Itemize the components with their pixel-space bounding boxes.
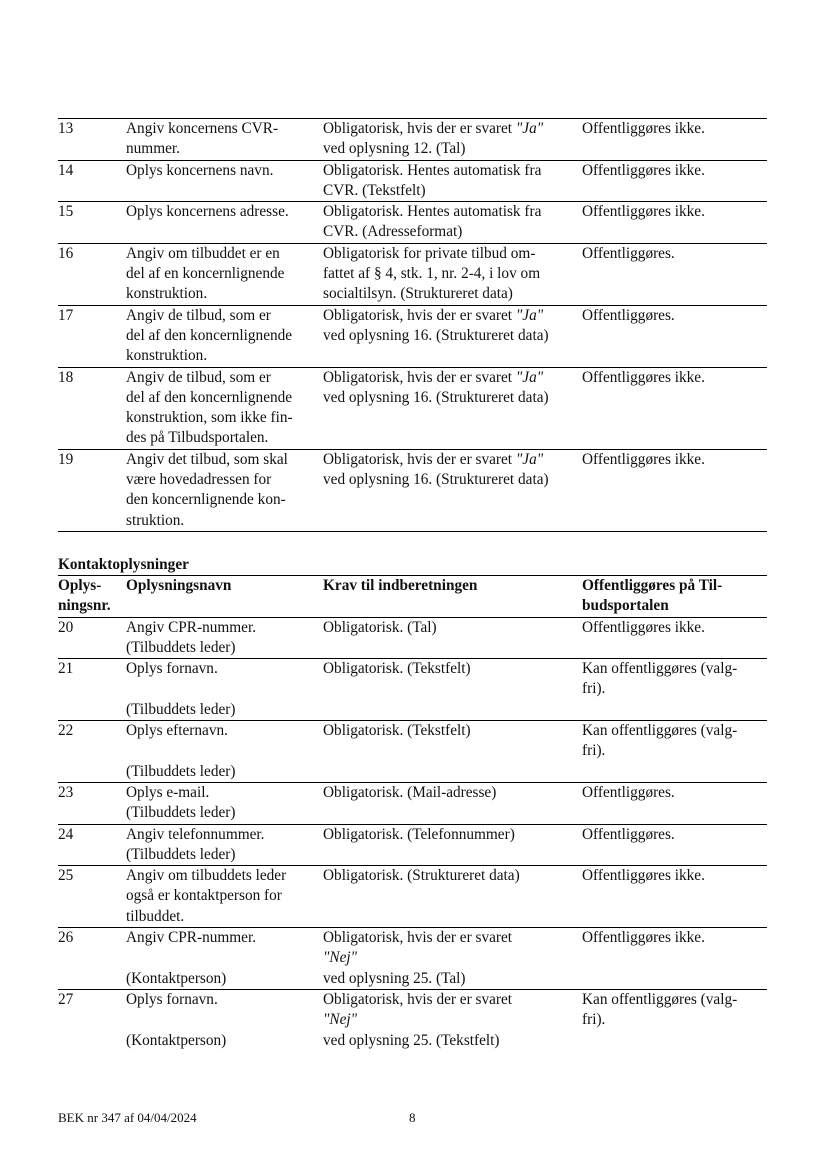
row-number: 17: [58, 306, 74, 324]
row-number: 26: [58, 929, 74, 947]
section-title: Kontaktoplysninger: [58, 556, 189, 573]
row-publication: Offentliggøres ikke.: [582, 867, 705, 885]
row-requirement: Obligatorisk. (Tal): [323, 618, 437, 636]
row-requirement: Obligatorisk, hvis der er svaret "Nej" ved oplysning 25. (Tekstfelt): [323, 990, 513, 1049]
row-name: Oplys efternavn. (Tilbuddets leder): [126, 722, 236, 780]
row-name: Oplys e-mail. (Tilbuddets leder): [126, 783, 236, 822]
requirements-table-continued: [58, 118, 767, 532]
page-number: 8: [409, 1110, 416, 1125]
row-requirement: Obligatorisk. Hentes automatisk fra CVR. (Tekstfelt): [323, 161, 542, 199]
table-row: [58, 202, 767, 244]
table-row: [58, 659, 767, 721]
table-row: [58, 243, 767, 305]
row-number: 23: [58, 783, 74, 801]
table-row: [58, 989, 767, 1050]
row-requirement: Obligatorisk. (Mail-adresse): [323, 783, 497, 801]
header-name: Oplysningsnavn: [126, 577, 232, 594]
header-requirement: Krav til indberetningen: [323, 577, 478, 594]
row-number: 13: [58, 120, 74, 137]
row-name: Angiv det tilbud, som skal være hovedadressen for den koncernlignende kon- struktion.: [126, 450, 288, 529]
row-publication: Offentliggøres ikke.: [582, 929, 705, 947]
row-number: 16: [58, 244, 74, 262]
table-row: [58, 617, 767, 659]
row-publication: Offentliggøres.: [582, 244, 675, 262]
row-name: Angiv CPR-nummer. (Tilbuddets leder): [126, 618, 257, 656]
row-name: Oplys fornavn. (Kontaktperson): [126, 990, 227, 1049]
row-number: 14: [58, 161, 74, 179]
row-publication: Offentliggøres ikke.: [582, 618, 705, 636]
contact-info-table: [58, 575, 767, 1051]
row-requirement: Obligatorisk, hvis der er svaret "Ja" ved oplysning 16. (Struktureret data): [323, 450, 549, 489]
row-publication: Offentliggøres.: [582, 783, 675, 801]
row-publication: Kan offentliggøres (valg- fri).: [582, 990, 738, 1029]
table-row: [58, 721, 767, 783]
row-requirement: Obligatorisk. (Struktureret data): [323, 867, 520, 885]
row-publication: Offentliggøres ikke.: [582, 450, 705, 468]
row-requirement: Obligatorisk. (Tekstfelt): [323, 722, 471, 740]
row-number: 25: [58, 867, 74, 885]
row-name: Angiv de tilbud, som er del af den koncernlignende konstruktion.: [126, 306, 293, 365]
row-publication: Offentliggøres ikke.: [582, 161, 705, 179]
row-name: Angiv telefonnummer. (Tilbuddets leder): [126, 825, 265, 863]
header-publication: Offentliggøres på Til- budsportalen: [582, 577, 723, 615]
row-requirement: Obligatorisk, hvis der er svaret "Ja" ved oplysning 16. (Struktureret data): [323, 368, 549, 406]
row-name: Oplys fornavn. (Tilbuddets leder): [126, 660, 236, 718]
table-row: [58, 824, 767, 866]
row-name: Angiv om tilbuddets leder også er kontaktperson for tilbuddet.: [126, 867, 287, 925]
table-row: [58, 367, 767, 449]
row-requirement: Obligatorisk. (Telefonnummer): [323, 825, 515, 843]
row-requirement: Obligatorisk, hvis der er svaret "Ja" ved oplysning 12. (Tal): [323, 120, 544, 158]
row-name: Angiv CPR-nummer. (Kontaktperson): [126, 929, 257, 987]
row-number: 20: [58, 618, 74, 636]
row-publication: Offentliggøres.: [582, 306, 675, 324]
row-number: 24: [58, 825, 74, 843]
row-publication: Kan offentliggøres (valg- fri).: [582, 722, 738, 760]
row-name: Oplys koncernens adresse.: [126, 203, 289, 221]
table-header-row: [58, 576, 767, 618]
row-requirement: Obligatorisk, hvis der er svaret "Nej" ved oplysning 25. (Tal): [323, 929, 513, 987]
table-row: [58, 305, 767, 367]
row-number: 19: [58, 450, 74, 468]
row-requirement: Obligatorisk. Hentes automatisk fra CVR. (Adresseformat): [323, 203, 542, 241]
table-row: [58, 119, 767, 161]
row-publication: Offentliggøres.: [582, 825, 675, 843]
row-name: Oplys koncernens navn.: [126, 161, 274, 179]
row-requirement: Obligatorisk for private tilbud om- fattet af § 4, stk. 1, nr. 2-4, i lov om socialtilsyn. (Struktureret data): [323, 244, 541, 303]
row-requirement: Obligatorisk. (Tekstfelt): [323, 660, 471, 678]
row-name: Angiv om tilbuddet er en del af en koncernlignende konstruktion.: [126, 244, 285, 303]
table-row: [58, 782, 767, 824]
table-row: [58, 160, 767, 202]
row-requirement: Obligatorisk, hvis der er svaret "Ja" ved oplysning 16. (Struktureret data): [323, 306, 549, 344]
row-number: 27: [58, 990, 74, 1008]
row-name: Angiv de tilbud, som er del af den koncernlignende konstruktion, som ikke fin- des på Tilbudsportalen.: [126, 368, 293, 447]
row-publication: Offentliggøres ikke.: [582, 368, 705, 386]
table-row: [58, 866, 767, 928]
row-number: 18: [58, 368, 74, 386]
row-publication: Kan offentliggøres (valg- fri).: [582, 660, 738, 698]
row-name: Angiv koncernens CVR- nummer.: [126, 120, 279, 158]
document-reference: BEK nr 347 af 04/04/2024: [58, 1110, 197, 1125]
row-number: 15: [58, 203, 74, 221]
row-number: 22: [58, 722, 74, 740]
header-number: Oplys- ningsnr.: [58, 577, 111, 615]
row-publication: Offentliggøres ikke.: [582, 120, 705, 137]
table-row: [58, 449, 767, 531]
table-row: [58, 928, 767, 990]
row-number: 21: [58, 660, 74, 678]
row-publication: Offentliggøres ikke.: [582, 203, 705, 221]
